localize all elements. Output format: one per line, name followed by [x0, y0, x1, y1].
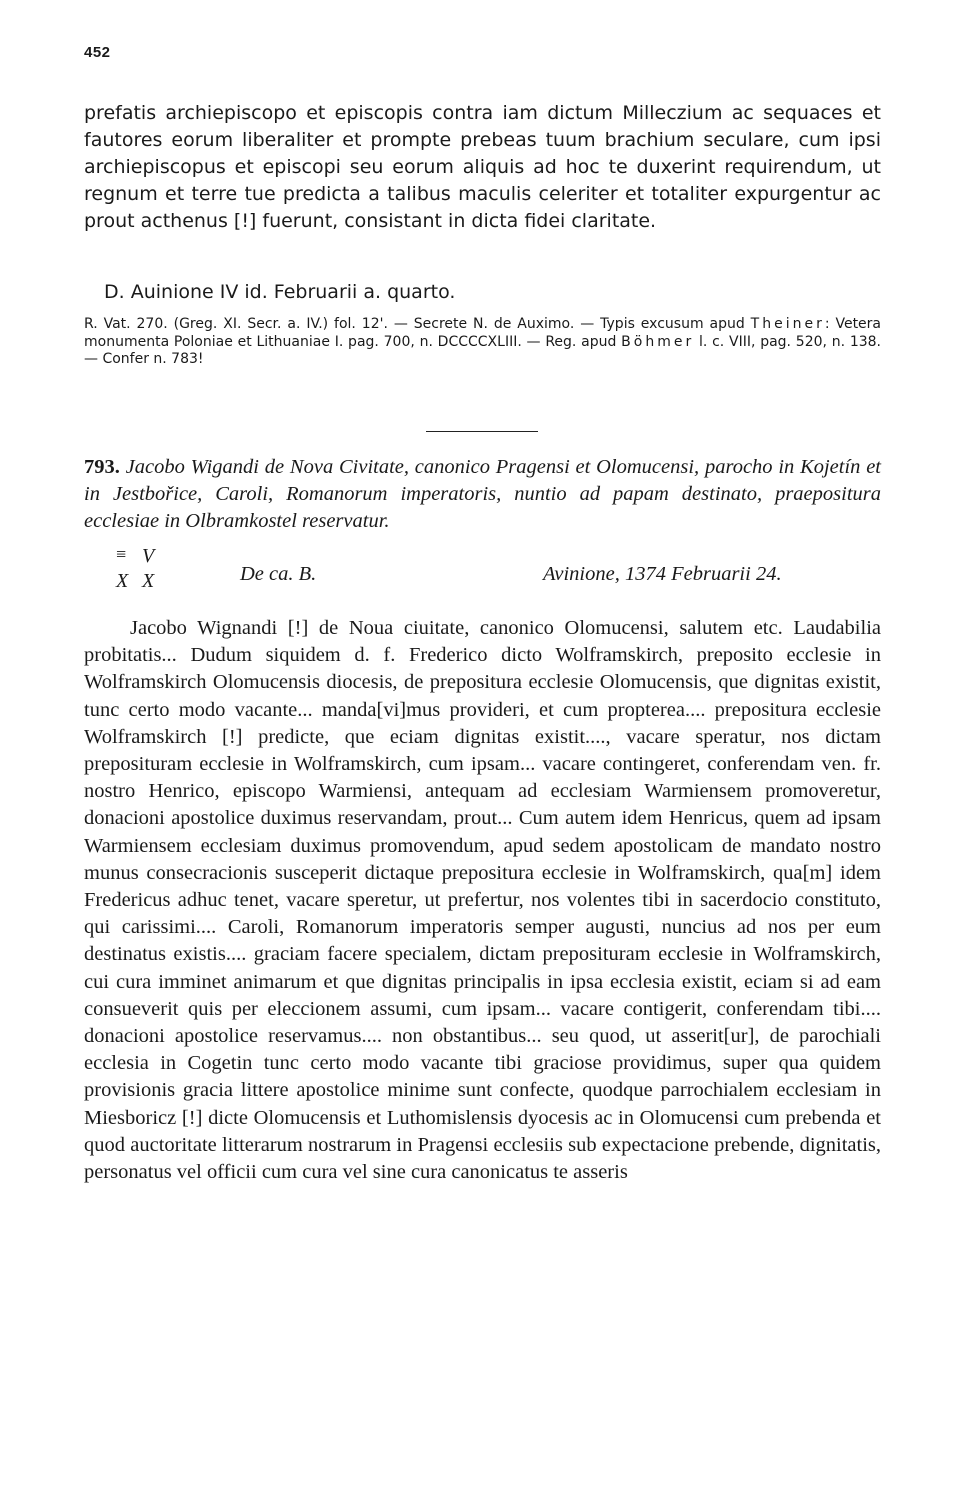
- document-heading-text: Jacobo Wigandi de Nova Civitate, canonico Pragensi et Olomucensi, parocho in Kojetín et in Jestbořice, Caroli, Romanorum imperatoris, nuntio ad papam destinato, praepositura ecclesiae in Olbramkostel reservatur.: [84, 456, 882, 532]
- page-number: 452: [84, 44, 111, 61]
- source-note-part2: : Vetera monumenta Poloniae et Lithuaniae I. pag. 700, n. DCCCCXLIII. — Reg. apud: [84, 316, 882, 350]
- source-author-theiner: Theiner: [750, 316, 825, 332]
- document-heading: [84, 454, 881, 535]
- scribe-note: De ca. B.: [240, 563, 317, 585]
- continuation-paragraph: prefatis archiepiscopo et episcopis contra iam dictum Milleczium ac sequaces et fautores eorum liberaliter et prompte prebeas tuum brachium seculare, cum ipsi archiepiscopus et episcopi seu eorum aliquis ad hoc te duxerint requirendum, ut regnum et terre tue predicta a talibus maculis celeriter et totaliter expurgentur ac prout acthenus [!] fuerunt, consistant in dicta fidei claritate.: [84, 102, 881, 232]
- document-text: Jacobo Wignandi [!] de Noua ciuitate, canonico Olomucensi, salutem etc. Laudabilia probitatis... Dudum siquidem d. f. Frederico dicto Wolframskirch, preposito ecclesie in Wolframskirch Olomucensis diocesis, de prepositura ecclesie Olomucensis, que dignitas existit, tunc certo modo vacante... manda[vi]mus provideri, et cum propterea.... prepositura ecclesie Wolframskirch [!] predicte, que eciam dignitas existit...., vacare speratur, nos dictam preposituram ecclesie in Wolframskirch, cum ipsam... vacare contingeret, conferendam ven. fr. nostro Henrico, episcopo Warmiensi, antequam ad ecclesiam Warmiensem promoveretur, donacioni apostolice duximus reservandam, prout... Cum autem idem Henricus, quem ad ipsam Warmiensem ecclesiam duximus promovendum, apud sedem apostolicam de mandato nostro munus consecracionis susceperit dictaque prepositura ecclesie in Wolframskirch, qua[m] idem Fredericus adhuc tenet, vacare speretur, ut prefertur, nos volentes tibi in sacerdocio constituto, qui carissimi.... Caroli, Romanorum imperatoris semper augusti, nuncius ad nos per eum destinatus existis.... graciam facere specialem, dictam preposituram ecclesie in Wolframskirch, cui cura imminet animarum et que dignitas principalis in ipsa ecclesia existit, eciam si ad eam consueverit quis per eleccionem assumi, cum ipsam... vacare contigerit, conferendam tibi.... donacioni apostolice reservamus.... non obstantibus... seu quod, ut asserit[ur], de parochiali ecclesia in Cogetin tunc certo modo vacante tibi graciose providimus, super qua quidem provisionis gracia littere apostolice minime sunt confecte, quodque parrochialem ecclesiam in Miesboricz [!] dicte Olomucensis et Luthomislensis dyocesis ac in Olomucensi cum prebenda et quod auctoritate litterarum nostrarum in Pragensi ecclesiis sub expectacione prebende, dignitatis, personatus vel officii cum cura vel sine cura canonicatus te asseris: [84, 617, 881, 1184]
- sigla-left: X: [116, 570, 129, 592]
- registry-sigla: [116, 545, 196, 597]
- dating-line: D. Auinione IV id. Februarii a. quarto.: [104, 281, 456, 303]
- source-note-part3: l. c. VIII, pag. 520, n. 138. — Confer n. 783!: [84, 333, 881, 367]
- source-note: [84, 316, 881, 369]
- place-date: Avinione, 1374 Februarii 24.: [543, 563, 782, 585]
- document-number: 793.: [84, 456, 120, 478]
- sigla-mark: ≡: [116, 544, 127, 564]
- source-author-bohmer: Böhmer: [621, 333, 695, 350]
- sigla-right: X: [142, 570, 155, 592]
- section-divider: [426, 431, 538, 432]
- source-note-part1: R. Vat. 270. (Greg. XI. Secr. a. IV.) fol. 12'. — Secrete N. de Auximo. — Typis excusum apud: [84, 316, 751, 332]
- sigla-top: V: [142, 545, 155, 567]
